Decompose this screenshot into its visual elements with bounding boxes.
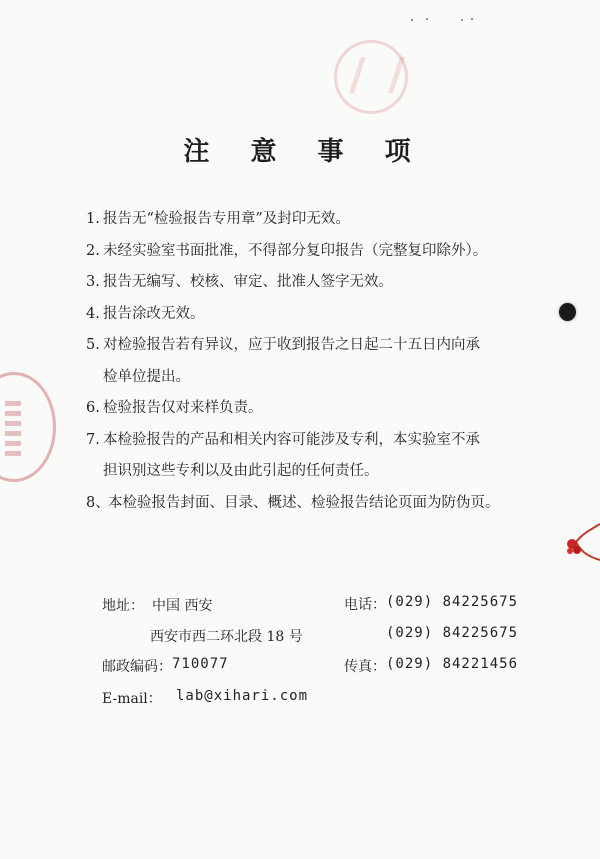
notice-number: 7. [86, 431, 100, 448]
page-title: 注 意 事 项 [183, 137, 427, 167]
email-value: lab@xihari.com [176, 688, 309, 704]
notice-text: 本检验报告封面、目录、概述、检验报告结论页面为防伪页。 [108, 494, 500, 511]
red-seal-thread [560, 520, 600, 580]
address-line-2: 西安市西二环北段 18 号 [150, 629, 303, 645]
phone-number-2: (029) 84225675 [386, 625, 519, 641]
notice-text-continued: 检单位提出。 [103, 368, 190, 385]
notice-item [86, 236, 546, 268]
notice-text: 对检验报告若有异议，应于收到报告之日起二十五日内向承 [103, 337, 480, 353]
notice-text: 本检验报告的产品和相关内容可能涉及专利，本实验室不承 [103, 431, 480, 448]
faint-seal-stamp [334, 40, 408, 114]
fax-label: 传真： [344, 659, 386, 675]
paper-speck [461, 19, 463, 21]
notice-text: 未经实验室书面批准，不得部分复印报告（完整复印除外）。 [103, 242, 488, 259]
notice-text: 报告无编写、校核、审定、批准人签字无效。 [103, 274, 393, 290]
notice-text-continued: 担识别这些专利以及由此引起的任何责任。 [103, 463, 379, 479]
postcode-value: 710077 [172, 656, 229, 672]
paper-speck [426, 18, 428, 20]
notice-item [86, 204, 546, 236]
notice-item [86, 488, 546, 520]
notice-item [86, 425, 546, 488]
notice-number: 2. [86, 242, 100, 259]
notice-item [86, 393, 546, 425]
fax-number: (029) 84221456 [386, 656, 519, 672]
postcode-label: 邮政编码： [102, 659, 172, 675]
notice-number: 6. [86, 400, 100, 416]
phone-number-1: (029) 84225675 [386, 594, 519, 610]
notice-item [86, 330, 546, 393]
phone-label: 电话： [344, 597, 386, 613]
notice-number: 3. [86, 274, 100, 290]
notice-number: 1. [86, 211, 100, 227]
notice-number: 4. [86, 305, 100, 322]
notice-text: 报告涂改无效。 [103, 305, 205, 322]
email-label: E-mail： [102, 691, 162, 707]
address-line-1: 中国 西安 [152, 598, 213, 614]
paper-speck [471, 18, 473, 20]
notice-list [86, 204, 546, 519]
notice-number: 8、 [86, 494, 110, 511]
notice-item [86, 299, 546, 331]
notice-text: 报告无“检验报告专用章”及封印无效。 [103, 211, 350, 227]
binding-punch-hole [559, 303, 576, 321]
address-label: 地址： [102, 598, 144, 614]
paper-speck [411, 19, 413, 21]
notice-number: 5. [86, 337, 100, 353]
notice-item [86, 267, 546, 299]
notice-text: 检验报告仅对来样负责。 [103, 400, 263, 416]
red-seal-stamp-edge [0, 372, 56, 482]
